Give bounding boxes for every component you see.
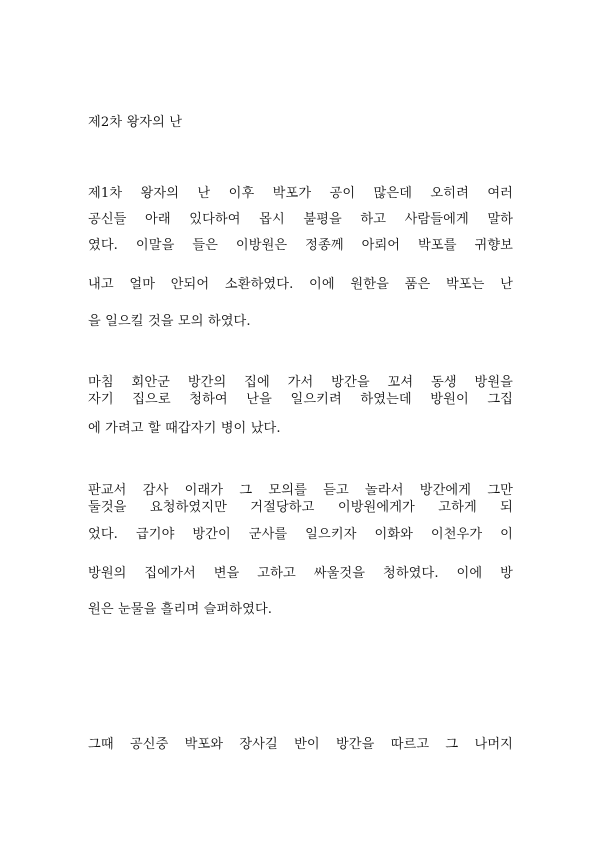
paragraph-line: 원은 눈물을 흘리며 슬퍼하였다. [88, 602, 273, 617]
paragraph-line: 내고 얼마 안되어 소환하였다. 이에 원한을 품은 박포는 난 [88, 277, 513, 292]
paragraph-line: 판교서 감사 이래가 그 모의를 듣고 놀라서 방간에게 그만 [88, 483, 513, 498]
paragraph-line: 였다. 이말을 들은 이방원은 정종께 아뢰어 박포를 귀향보 [88, 238, 513, 253]
paragraph-line: 에 가려고 할 때갑자기 병이 났다. [88, 421, 281, 436]
paragraph-line: 방원의 집에가서 변을 고하고 싸울것을 청하였다. 이에 방 [88, 566, 513, 581]
paragraph-line: 자기 집으로 청하여 난을 일으키려 하였는데 방원이 그집 [88, 392, 513, 407]
paragraph-line: 둘것을 요청하였지만 거절당하고 이방원에게가 고하게 되 [88, 500, 513, 515]
paragraph-line: 공신들 아래 있다하여 몹시 불평을 하고 사람들에게 말하 [88, 212, 513, 227]
paragraph-line: 그때 공신중 박포와 장사길 반이 방간을 따르고 그 나머지 [88, 737, 513, 752]
paragraph-line: 었다. 급기야 방간이 군사를 일으키자 이화와 이천우가 이 [88, 527, 513, 542]
paragraph-line: 마침 회안군 방간의 집에 가서 방간을 꼬셔 동생 방원을 [88, 375, 513, 390]
paragraph-line: 제1차 왕자의 난 이후 박포가 공이 많은데 오히려 여러 [88, 186, 513, 201]
paragraph-line: 을 일으킬 것을 모의 하였다. [88, 314, 251, 329]
document-title: 제2차 왕자의 난 [88, 115, 183, 130]
